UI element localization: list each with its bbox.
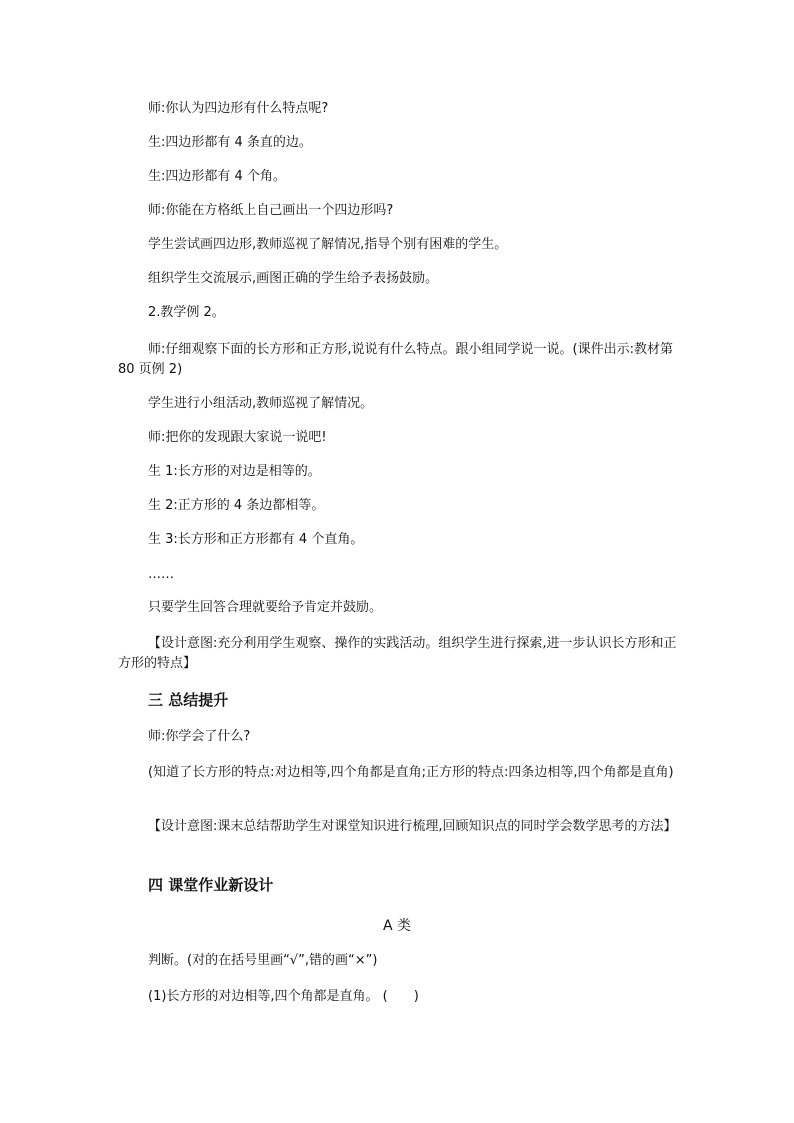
paragraph-learned-answer: (知道了长方形的特点:对边相等,四个角都是直角;正方形的特点:四条边相等,四个角都是直角) (148, 765, 674, 780)
paragraph-ellipsis: …… (148, 567, 174, 582)
paragraph-teacher-prompt: 师:你能在方格纸上自己画出一个四边形吗? (148, 203, 394, 218)
paragraph-what-learned: 师:你学会了什么? (148, 729, 251, 744)
paragraph-student-3: 生 3:长方形和正方形都有 4 个直角。 (148, 532, 364, 547)
paragraph-design-intent-1: 【设计意图:充分利用学生观察、操作的实践活动。组织学生进行探索,进一步认识长方形和正方形的特点】 (118, 636, 677, 671)
paragraph-teacher-question: 师:你认为四边形有什么特点呢? (148, 101, 329, 116)
paragraph-student-1: 生 1:长方形的对边是相等的。 (148, 464, 321, 479)
paragraph-question-1: (1)长方形的对边相等,四个角都是直角。 ( ) (148, 989, 419, 1004)
paragraph-observe: 师:仔细观察下面的长方形和正方形,说说有什么特点。跟小组同学说一说。(课件出示:教材第 80 页例 2) (118, 342, 673, 377)
category-a-label: A 类 (382, 918, 412, 934)
paragraph-design-intent-2: 【设计意图:课末总结帮助学生对课堂知识进行梳理,回顾知识点的同时学会数学思考的方法】 (148, 819, 677, 834)
section-heading-homework: 四 课堂作业新设计 (148, 876, 274, 894)
paragraph-sharing: 组织学生交流展示,画图正确的学生给予表扬鼓励。 (148, 271, 439, 286)
paragraph-example-2: 2.教学例 2。 (148, 305, 225, 320)
paragraph-student-activity: 学生尝试画四边形,教师巡视了解情况,指导个别有困难的学生。 (148, 237, 508, 252)
paragraph-group-activity: 学生进行小组活动,教师巡视了解情况。 (148, 396, 374, 411)
paragraph-share-findings: 师:把你的发现跟大家说一说吧! (148, 430, 327, 445)
paragraph-judge-instruction: 判断。(对的在括号里画“√”,错的画“×”) (148, 953, 378, 968)
section-heading-summary: 三 总结提升 (148, 691, 229, 709)
paragraph-student-2: 生 2:正方形的 4 条边都相等。 (148, 498, 325, 513)
paragraph-student-answer-2: 生:四边形都有 4 个角。 (148, 169, 286, 184)
paragraph-student-answer-1: 生:四边形都有 4 条直的边。 (148, 135, 312, 150)
paragraph-encourage: 只要学生回答合理就要给予肯定并鼓励。 (148, 600, 383, 615)
